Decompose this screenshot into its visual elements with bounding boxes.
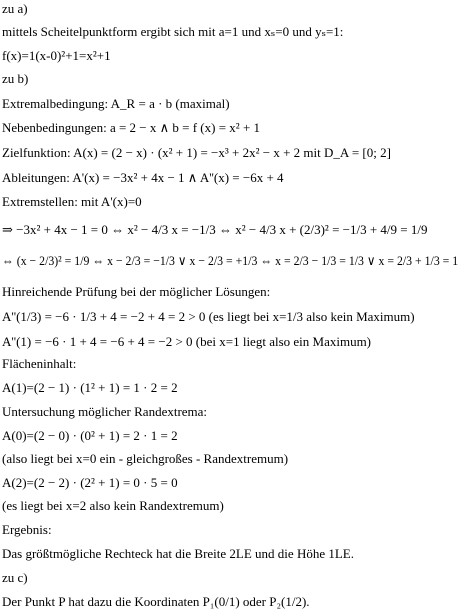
text-boundary-heading: Untersuchung möglicher Randextrema:	[2, 404, 208, 419]
text-derivatives: Ableitungen: A'(x) = −3x² + 4x − 1 ∧ A''(x) = −6x + 4	[2, 170, 284, 185]
heading-part-b: zu b)	[2, 71, 29, 86]
equation-second-derivative-1-3: A''(1/3) = −6 · 1/3 + 4 = −2 + 4 = 2 > 0 (es liegt bei x=1/3 also kein Maximum)	[2, 309, 415, 324]
text-boundary-note-2: (es liegt bei x=2 also kein Randextremum)	[2, 498, 224, 513]
text-area-heading: Flächeninhalt:	[2, 356, 77, 371]
heading-part-a: zu a)	[2, 1, 28, 16]
equation-area-1: A(1)=(2 − 1) · (1² + 1) = 1 · 2 = 2	[2, 380, 178, 395]
text-objective-function: Zielfunktion: A(x) = (2 − x) · (x² + 1) = −x³ + 2x² − x + 2 mit D_A = [0; 2]	[2, 145, 391, 160]
text-sufficient-check: Hinreichende Prüfung bei der möglicher Lösungen:	[2, 284, 271, 299]
text-boundary-note-0: (also liegt bei x=0 ein - gleichgroßes - Randextremum)	[2, 451, 289, 466]
text-extremal-condition: Extremalbedingung: A_R = a · b (maximal)	[2, 96, 230, 111]
equation-area-2: A(2)=(2 − 2) · (2² + 1) = 0 · 5 = 0	[2, 475, 178, 490]
text-result-heading: Ergebnis:	[2, 522, 52, 537]
equation-solve-step-2: ⇔ (x − 2/3)² = 1/9 ⇔ x − 2/3 = −1/3 ∨ x − 2/3 = +1/3 ⇔ x = 2/3 − 1/3 = 1/3 ∨ x = 2/3 + 1/3 = 1	[2, 253, 459, 268]
text-constraints: Nebenbedingungen: a = 2 − x ∧ b = f (x) = x² + 1	[2, 120, 261, 135]
equation-second-derivative-1: A''(1) = −6 · 1 + 4 = −6 + 4 = −2 > 0 (bei x=1 liegt also ein Maximum)	[2, 334, 372, 349]
text-result: Das größtmögliche Rechteck hat die Breite 2LE und die Höhe 1LE.	[2, 546, 354, 561]
heading-part-c: zu c)	[2, 570, 28, 585]
equation-solve-step-1: ⇒ −3x² + 4x − 1 = 0 ⇔ x² − 4/3 x = −1/3 ⇔ x² − 4/3 x + (2/3)² = −1/3 + 4/9 = 1/9	[2, 222, 428, 237]
equation-f: f(x)=1(x-0)²+1=x²+1	[2, 48, 111, 63]
text-vertex-form: mittels Scheitelpunktform ergibt sich mit a=1 und xₛ=0 und yₛ=1:	[2, 24, 344, 39]
text-point-coordinates: Der Punkt P hat dazu die Koordinaten P₁(0/1) oder P₂(1/2).	[2, 594, 310, 609]
equation-area-0: A(0)=(2 − 0) · (0² + 1) = 2 · 1 = 2	[2, 428, 178, 443]
text-extreme-points: Extremstellen: mit A'(x)=0	[2, 194, 142, 209]
